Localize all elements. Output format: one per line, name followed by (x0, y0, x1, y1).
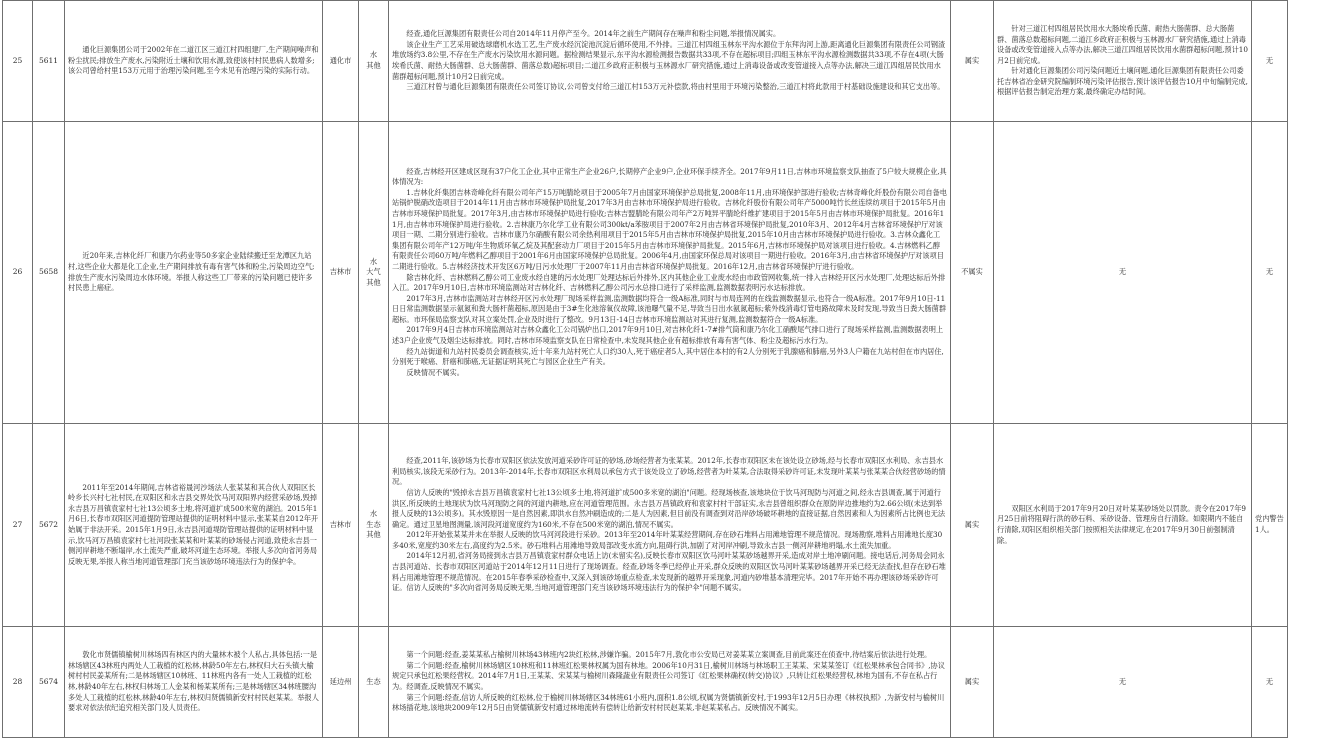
finding-paragraph: 反映情况不属实。 (406, 367, 464, 377)
findings-cell (389, 424, 951, 627)
pollution-type-cell (359, 424, 389, 627)
pollution-type: 水 (369, 509, 378, 519)
finding-paragraph: 除吉林化纤、吉林燃料乙醇公司工业废水经自建的污水处理厂处理达标后外排外,区内其他企业工业废水经由市政管网收集,统一排入吉林经开区污水处理厂,处理达标后外排入江。2017年9月10日,吉林市环境监测站对吉林化纤、吉林燃料乙醇公司污水总排口进行了采样监测,监测数据表明污水达标排放。 (392, 272, 946, 293)
table-row (3, 627, 1336, 738)
row-seq-number: 26 (3, 122, 33, 424)
row-seq-number: 25 (3, 1, 33, 122)
accountability-cell: 党内警告1人。 (1252, 424, 1288, 627)
pollution-type: 其他 (366, 61, 381, 70)
complaint-cell (65, 424, 323, 627)
row-case-id: 5611 (33, 1, 65, 122)
row-case-id: 5672 (33, 424, 65, 627)
complaint-table (2, 0, 1336, 738)
row-seq-number: 27 (3, 424, 33, 627)
pollution-type: 生态 (366, 519, 381, 529)
finding-paragraph: 信访人反映的"毁掉永吉县万昌镇袁家村七社13公顷多土地,将河道扩成500多米宽的湖泊"问题。经现场核查,该地块位于饮马河现防与河道之间,经永吉县调查,属于河道行洪区,所反映的土地现状为饮马河现防之间的河道内耕地,应在河道管理范围。永吉县万昌镇政府和袁家村村干部证实,永吉县曾组织群众在原防岸边推地约为2.66公顷(未达到举报人反映的13公顷多)。其水毁原因一是自然因素,即洪水自然冲刷造成的;二是人为因素,但目前没有调查到对沿岸砂场破坏耕地的直接证据,自然因素和人为因素所占比例也无法确定。通过卫星地图测量,该河段河道宽度约为160米,不存在500米宽的湖泊,情况不属实。 (392, 487, 946, 529)
pollution-type: 水 (369, 50, 378, 60)
pollution-type: 其他 (366, 530, 381, 540)
pollution-type: 水 (369, 256, 378, 266)
complaint-text: 通化巨源集团公司于2002年在二道江区三道江村四组建厂,生产期间噪声和粉尘扰民;排放生产废水,污染附近土壤和饮用水源,致使该村村民患病人数增多;该公司曾给村里153万元用于治理污染问题,至今未见有治理污染的实际行动。 (68, 45, 319, 76)
table-body (3, 1, 1336, 738)
complaint-cell (65, 1, 323, 122)
complaint-text: 敦化市贤儒镇榆树川林场四有林区内的大量林木被个人私占,具体包括:一是林场辖区43林班内两处人工栽植的红松林,林龄50年左右,林权归大石头镇大榆树村村民姜某所有;二是林场辖区10林班、11林班内各有一处人工栽植的红松林,林龄40年左右,林权归林场工人金某和杨某某所有;三是林场辖区34林班腰沟多处人工栽植的红松林,林龄40年左右,林权归贤儒镇新安村村民赵某某。举报人要求对依法依纪追究相关部门及人员责任。 (68, 650, 319, 713)
table-row (3, 424, 1336, 627)
finding-paragraph: 第三个问题:经查,信访人所反映的红松林,位于榆树川林场辖区34林班61小班内,面积1.8公顷,权属为贤儒镇新安村,于1993年12月5日办理《林权执照》,为新安村与榆树川林场插花地,该地块2009年12月5日由贤儒镇新安村通过林地流转有偿转让给新安村村民赵某某,非赵某某私占。反映情况不属实。 (392, 692, 945, 713)
accountability-cell: 无 (1252, 1, 1288, 122)
finding-paragraph: 2012年开始张某某并未在举报人反映的饮马河河段进行采砂。2013年至2014年叶某某经营期间,存在砂石堆料占用滩地管理不规范情况。现场勘察,堆料占用滩地长度30多40米,宽度约30米左右,高度约为2.5米。砂石堆料占用滩地导致局部改变水流方向,阻碍行洪,加剧了对河岸冲刷,导致永吉县一侧河岸耕地坍塌,水土流失加重。 (392, 530, 943, 550)
finding-paragraph: 2017年9月4日吉林市环境监测站对吉林众鑫化工公司锅炉出口,2017年9月10日,对吉林化纤1-7#排气筒和康乃尔化工硝酸尾气排口进行了现场采样监测,监测数据表明上述3户企业废气及烟尘达标排放。同时,吉林市环境监察支队在日常检查中,未发现其他企业有超标排放有毒有害气体、粉尘及超标污水行为。 (392, 325, 944, 346)
handling-paragraph: 无 (1118, 676, 1127, 686)
finding-paragraph: 第一个问题:经查,姜某某私占榆树川林场43林班内2块红松林,涉嫌诈骗。2015年7月,敦化市公安局已对姜某某立案调查,目前此案还在侦查中,待结案后依法进行处理。 (406, 650, 932, 660)
city-cell: 吉林市 (323, 424, 359, 627)
findings-cell (389, 627, 951, 738)
handling-paragraph: 双阳区水利局于2017年9月20日对叶某某砂场处以罚款。责令在2017年9月25日前将阻碍行洪的砂石料、采砂设备、管理房自行清除。如限期内不能自行清除,双阳区组织相关部门按照相关法律规定,在2017年9月30日前强制清除。 (997, 503, 1246, 545)
row-seq-number: 28 (3, 627, 33, 738)
pollution-type: 其他 (366, 277, 381, 287)
finding-paragraph: 2017年3月,吉林市监测站对吉林经开区污水处理厂现场采样监测,监测数据均符合一级A标准,同时与市局连网的在线监测数据显示,也符合一级A标准。2017年9月10日-11日日常监测数据显示氨氮和粪大肠杆菌超标,原因是由于3#生化池溶氧仪故障,该池曝气量不足,导致当日出水氨氮超标;紫外线消毒灯管电路故障未及时发现,导致当日粪大肠菌群超标。市环保局监察支队对其立案处罚,企业及时进行了整改。9月13日-14日吉林市环境监测站对其进行复测,监测数据符合一级A标准。 (392, 293, 947, 324)
finding-paragraph: 三道江村曾与通化巨源集团有限责任公司签订协议,公司曾支付给三道江村153万元补偿款,将由村里用于环境污染整治,三道江村将此款用于村基础设施建设和其它支出等。 (406, 82, 945, 92)
pollution-type: 大气 (366, 267, 381, 277)
accountability-cell: 无 (1252, 122, 1288, 424)
table-row (3, 1, 1336, 122)
verdict-cell: 属实 (951, 627, 994, 738)
finding-paragraph: 经查,吉林经开区建成区现有37户化工企业,其中正常生产企业26户,长期停产企业9户,企业环保手续齐全。2017年9月11日,吉林市环境监察支队抽查了5户较大规模企业,具体情况为: (392, 166, 947, 187)
handling-paragraph: 针对通化巨源集团公司污染问题近土壤问题,通化巨源集团有限责任公司委托吉林省冶金研究院编制环境污染评估报告,预计该评估报告10月中旬编制完成,根据评估报告制定治理方案,最终确定办结时间。 (997, 66, 1248, 97)
pollution-type: 生态 (366, 676, 381, 686)
complaint-table-page (2, 0, 1335, 737)
findings-cell (389, 1, 951, 122)
finding-paragraph: 2014年12月初,省河务局接到永吉县万昌镇袁家村群众电话上访(未留实名),反映长春市双阳区饮马河叶某某砂场越界开采,造成对岸土地冲刷问题。接电话后,河务局会同永吉县河道站、长春市双阳区河道站于2014年12月11日进行了现场调查。经查,砂场冬季已经停止开采,群众反映的双阳区饮马河叶某某砂场越界开采已经无法查找,但存在砂石堆料占用滩地管理不规范情况。在2015年春季采砂检查中,又深入到该砂场重点检查,未发现新的越界开采现象,河道内砂堆基本清理完毕。2017年开始不再办理该砂场采砂许可证。信访人反映的"多次向省河务局反映无果,当地河道管理部门充当该砂场环境违法行为的保护伞"问题不属实。 (392, 551, 946, 593)
finding-paragraph: 该企业生产工艺采用破选球磨机水选工艺,生产废水经沉淀池沉淀后循环使用,不外排。三道江村四组玉林东平沟水源位于东拜沟河上游,距离通化巨源集团有限责任公司钢渣堆放场约3.8公里,不存在生产废水污染饮用水源问题。据检测结果显示,东平沟水源检测报告数据共33项,不存在超标项目;四组玉林东平沟水源检测数据共33项,不存在4项(大肠埃希氏菌、耐热大肠菌群、总大肠菌群、菌落总数)超标项目;二道江乡政府正积极与玉林源水厂研究措施,通过上消毒设备或改变管道接入点等办法,解决三道江四组居民饮用水菌群超标问题,预计10月2日前完成。 (392, 39, 946, 81)
finding-paragraph: 经查,通化巨源集团有限责任公司自2014年11月停产至今。2014年之前生产期间存在噪声和粉尘问题,举报情况属实。 (406, 29, 781, 39)
complaint-text: 2011年至2014年期间,吉林省裕晟河沙场法人张某某和其合伙人双阳区长岭乡长兴村七社村民,在双阳区和永吉县交界处饮马河双阳界内经营采砂场,毁掉永吉县万昌镇袁家村七社13公顷多土地,将河道扩成500米宽的湖泊。2015年1月6日,长春市双阳区河道提防管理站提供的证明材料中显示,张某某自2012年开始属于非法开采。2015年1月9日,永吉县河道堤防管理站提供的证明材料中显示,饮马河万昌镇袁家村七社河段张某某和叶某某的砂场侵占河道,致使永吉县一侧河岸耕地不断塌岸,水土流失严重,破坏河道生态环境。举报人多次向省河务局反映无果,举报人称当地河道管理部门充当该砂场环境违法行为的保护伞。 (68, 482, 319, 566)
row-case-id: 5674 (33, 627, 65, 738)
table-row (3, 122, 1336, 424)
complaint-cell (65, 627, 323, 738)
findings-cell (389, 122, 951, 424)
handling-paragraph: 针对三道江村四组居民饮用水大肠埃希氏菌、耐热大肠菌群、总大肠菌群、菌落总数超标问题,二道江乡政府正积极与玉林源水厂研究措施,通过上消毒设备或改变管道接入点等办法,解决三道江四组居民饮用水菌群超标问题,预计10月2日前完成。 (997, 23, 1248, 65)
finding-paragraph: 经查,2011年,该砂场为长春市双阳区依法发放河道采砂许可证的砂场,砂场经营者为张某某。2012年,长春市双阳区未在该处设立砂场,经与长春市双阳区水利局、永吉县水利局核实,该段无采砂行为。2013年-2014年,长春市双阳区水利局以承包方式于该处设立了砂场,经营者为叶某某,合法取得采砂许可证,未发现叶某某与张某某合伙经营砂场的情况。 (392, 456, 946, 487)
verdict-cell: 属实 (951, 424, 994, 627)
accountability-cell: 无 (1252, 627, 1288, 738)
finding-paragraph: 1.吉林化纤集团吉林奇峰化纤有限公司年产15万吨腈纶项目于2005年7月由国家环境保护总局批复,2008年11月,由环境保护部进行验收;吉林奇峰化纤股份有限公司自备电站锅炉脱硝改造项目于2014年11月由吉林市环境保护局批复,2017年3月由吉林市环境保护局进行验收。吉林化纤股份有限公司年产5000吨竹长丝连续纺项目于2015年5月由吉林市环境保护局批复。2017年3月,由吉林市环境保护局进行验收;吉林吉盟腈纶有限公司年产2万吨异平腈纶纤维扩建项目于2015年5月由吉林市环境保护局批复。2016年11月,由吉林市环境保护局进行验收。2.吉林康乃尔化学工业有限公司300kt/a苯胺项目于2007年2月由吉林省环境保护局批复,2010年3月、2012年4月吉林省环境保护厅对该项目一期、二期分别进行验收。吉林市康乃尔硝酸有限公司余热利用项目于2015年5月由吉林市环境保护局批复,2015年10月由吉林市环境保护局进行验收。3.吉林众鑫化工集团有限公司年产12万吨/年生物质环氧乙烷及其配套动力厂项目于2015年5月由吉林市环境保护局批复。2015年6月,吉林市环境保护局对该项目进行验收。4.吉林燃料乙醇有限责任公司60万吨/年燃料乙醇项目于2001年6月由国家环境保护总局批复。2006年4月,由国家环保总局对该项目一期进行验收。2016年3月,由吉林省环境保护厅对该项目二期进行验收。5.吉林经济技术开发区6万吨/日污水处理厂于2007年11月由吉林省环境保护局批复。2016年12月,由吉林省环境保护厅进行验收。 (392, 187, 947, 271)
finding-paragraph: 经九站街道和九站村民委员会调查核实,近十年来九站村死亡人口约30人,死于癌症者5人,其中居住本村的有2人分别死于乳腺癌和肺癌,另外3人户籍在九站村但在市内居住,分别死于喉癌、肝癌和肺癌,无证据证明其死亡与园区企业生产有关。 (392, 346, 944, 367)
handling-paragraph: 无 (1118, 267, 1127, 277)
row-case-id: 5658 (33, 122, 65, 424)
city-cell: 延边州 (323, 627, 359, 738)
city-cell: 吉林市 (323, 122, 359, 424)
handling-cell (994, 424, 1252, 627)
complaint-cell (65, 122, 323, 424)
handling-cell (994, 627, 1252, 738)
complaint-text: 近20年来,吉林化纤厂和康乃尔药业等50多家企业陆续搬迁至龙潭区九站村,这些企业大都是化工企业,生产期间排放有毒有害气体和粉尘,污染周边空气;排放生产废水污染周边水体环境。举报人称这些工厂带来的污染问题已使许多村民患上癌症。 (68, 251, 315, 293)
city-cell: 通化市 (323, 1, 359, 122)
verdict-cell: 不属实 (951, 122, 994, 424)
finding-paragraph: 第二个问题:经查,榆树川林场辖区10林班和11林班红松果林权属为国有林地。2006年10月31日,榆树川林场与林场职工王某某、宋某某签订《红松果林承包合同书》,协议规定只承包红松果经营权。2014年7月1日,王某某、宋某某与榆树川森隆蔬业有限责任公司签订《红松果林确权(转交)协议》,只转让红松果经营权,林地为国有,不存在私占行为。经调查,反映情况不属实。 (392, 660, 945, 691)
pollution-type-cell (359, 627, 389, 738)
verdict-cell: 属实 (951, 1, 994, 122)
pollution-type-cell (359, 1, 389, 122)
handling-cell (994, 122, 1252, 424)
handling-cell (994, 1, 1252, 122)
pollution-type-cell (359, 122, 389, 424)
